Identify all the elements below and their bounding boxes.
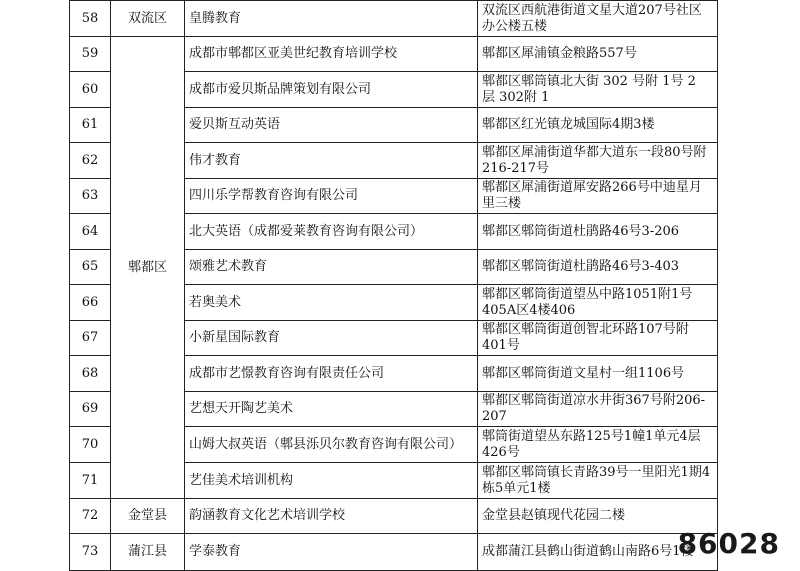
row-number: 68 [70, 356, 111, 392]
institution-name: 成都市爱贝斯品牌策划有限公司 [185, 72, 478, 108]
institution-address: 郫都区郫筒街道杜鹃路46号3-403 [478, 250, 718, 285]
institution-name: 山姆大叔英语（郫县泺贝尔教育咨询有限公司） [185, 427, 478, 463]
table-row [70, 37, 718, 72]
row-number: 64 [70, 214, 111, 250]
row-number: 66 [70, 285, 111, 321]
institution-address: 郫筒街道望丛东路125号1幢1单元4层426号 [478, 427, 718, 463]
district-cell: 双流区 [111, 1, 185, 37]
institution-name: 若奥美术 [185, 285, 478, 321]
institution-name: 艺佳美术培训机构 [185, 463, 478, 499]
row-number: 59 [70, 37, 111, 72]
district-cell: 蒲江县 [111, 534, 185, 571]
institution-name: 艺想天开陶艺美术 [185, 392, 478, 427]
row-number: 63 [70, 179, 111, 214]
row-number: 67 [70, 321, 111, 356]
institution-address: 郫都区红光镇龙城国际4期3楼 [478, 108, 718, 143]
table-row [70, 1, 718, 37]
district-cell: 金堂县 [111, 499, 185, 534]
institution-name: 伟才教育 [185, 143, 478, 179]
institution-address: 双流区西航港街道文星大道207号社区办公楼五楼 [478, 1, 718, 37]
row-number: 72 [70, 499, 111, 534]
row-number: 71 [70, 463, 111, 499]
row-number: 70 [70, 427, 111, 463]
institution-address: 郫都区犀浦镇金粮路557号 [478, 37, 718, 72]
institution-name: 成都市艺憬教育咨询有限责任公司 [185, 356, 478, 392]
institution-name: 韵涵教育文化艺术培训学校 [185, 499, 478, 534]
row-number: 60 [70, 72, 111, 108]
row-number: 73 [70, 534, 111, 571]
table-row [70, 534, 718, 571]
institution-address: 郫都区犀浦街道犀安路266号中迪星月里三楼 [478, 179, 718, 214]
row-number: 69 [70, 392, 111, 427]
watermark-number: 86028 [677, 527, 780, 560]
institution-address: 郫都区郫筒街道凉水井街367号附206-207 [478, 392, 718, 427]
institution-name: 颂雅艺术教育 [185, 250, 478, 285]
row-number: 58 [70, 1, 111, 37]
institution-address: 郫都区郫筒街道创智北环路107号附401号 [478, 321, 718, 356]
institution-name: 北大英语（成都爱莱教育咨询有限公司） [185, 214, 478, 250]
district-cell: 郫都区 [111, 37, 185, 499]
row-number: 62 [70, 143, 111, 179]
institution-name: 皇腾教育 [185, 1, 478, 37]
table-row [70, 499, 718, 534]
institution-address: 郫都区郫筒街道杜鹃路46号3-206 [478, 214, 718, 250]
institution-address: 郫都区犀浦街道华都大道东一段80号附216-217号 [478, 143, 718, 179]
institution-address: 郫都区郫筒街道望丛中路1051附1号405A区4楼406 [478, 285, 718, 321]
institution-name: 成都市郫都区亚美世纪教育培训学校 [185, 37, 478, 72]
row-number: 65 [70, 250, 111, 285]
institution-name: 四川乐学帮教育咨询有限公司 [185, 179, 478, 214]
institution-name: 爱贝斯互动英语 [185, 108, 478, 143]
institution-name: 小新星国际教育 [185, 321, 478, 356]
institution-table [69, 0, 718, 571]
institution-name: 学泰教育 [185, 534, 478, 571]
institution-address: 郫都区郫筒镇北大街 302 号附 1号 2 层 302附 1 [478, 72, 718, 108]
institution-address: 郫都区郫筒街道文星村一组1106号 [478, 356, 718, 392]
institution-address: 郫都区郫筒镇长青路39号一里阳光1期4栋5单元1楼 [478, 463, 718, 499]
row-number: 61 [70, 108, 111, 143]
institution-address: 金堂县赵镇现代花园二楼 [478, 499, 718, 534]
institution-address: 成都蒲江县鹤山街道鹤山南路6号1楼 [478, 534, 718, 571]
